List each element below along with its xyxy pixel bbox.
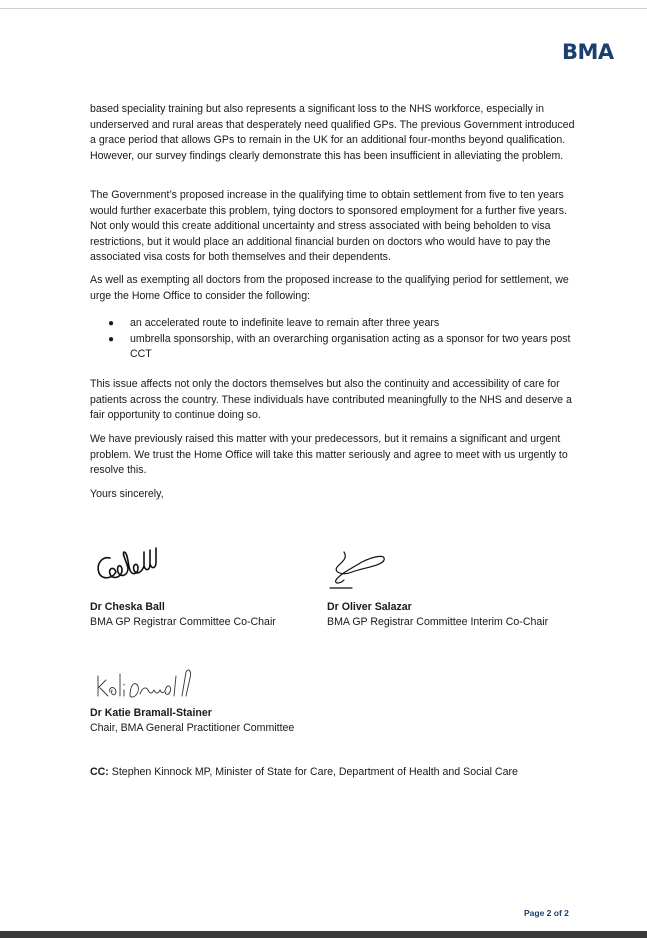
list-item (90, 316, 575, 332)
paragraph-1: based speciality training but also represents a significant loss to the NHS workforce, especially in underserved and rural areas that desperately need qualified GPs. The previous Government introduced a grace period that allows GPs to remain in the UK for an additional four-months beyond qualification. However, our survey findings clearly demonstrate this has been insufficient in alleviating the problem. (90, 103, 575, 162)
cc-label: CC: (90, 766, 109, 778)
bma-logo: BMA (562, 40, 614, 64)
signatory-role: BMA GP Registrar Committee Interim Co-Chair (327, 616, 549, 628)
list-item-text: an accelerated route to indefinite leave to remain after three years (130, 317, 440, 329)
list-item-text: umbrella sponsorship, with an overarching organisation acting as a sponsor for two years post CCT (130, 332, 571, 361)
signatory-name: Dr Katie Bramall-Stainer (90, 707, 212, 719)
paragraph-4: This issue affects not only the doctors themselves but also the continuity and accessibility of care for patients across the country. These individuals have contributed meaningfully to the NHS and deserve a fair opportunity to continue doing so. (90, 378, 572, 422)
signatory-name: Dr Cheska Ball (90, 601, 165, 613)
bullet-icon: ● (108, 318, 115, 329)
page-number: Page 2 of 2 (524, 908, 569, 918)
signature-katie-bramall-stainer (94, 666, 204, 702)
signatory-name: Dr Oliver Salazar (327, 601, 412, 613)
list-item (90, 332, 575, 363)
recommendation-list (90, 316, 575, 363)
bullet-icon: ● (108, 333, 115, 345)
cc-recipients: Stephen Kinnock MP, Minister of State for Care, Department of Health and Social Care (108, 766, 518, 778)
bottom-bar (0, 931, 647, 938)
closing-line: Yours sincerely, (90, 488, 164, 500)
paragraph-5: We have previously raised this matter with your predecessors, but it remains a significant and urgent problem. We trust the Home Office will take this matter seriously and agree to meet with us urgently to resolve this. (90, 433, 568, 477)
paragraph-3: As well as exempting all doctors from the proposed increase to the qualifying period for settlement, we urge the Home Office to consider the following: (90, 274, 569, 302)
signature-oliver-salazar (322, 548, 392, 592)
cc-line (90, 765, 610, 780)
signature-cheska-ball (94, 546, 174, 586)
paragraph-2: The Government’s proposed increase in the qualifying time to obtain settlement from five to ten years would further exacerbate this problem, tying doctors to sponsored employment for a further five years. Not only would this create additional uncertainty and stress associated with being beholden to visa restrictions, but it would place an additional financial burden on doctors who would have to pay the associated visa costs for both themselves and their dependents. (90, 189, 567, 264)
signatory-role: BMA GP Registrar Committee Co-Chair (90, 616, 276, 628)
signatory-role: Chair, BMA General Practitioner Committee (90, 722, 295, 734)
top-rule (0, 0, 647, 9)
